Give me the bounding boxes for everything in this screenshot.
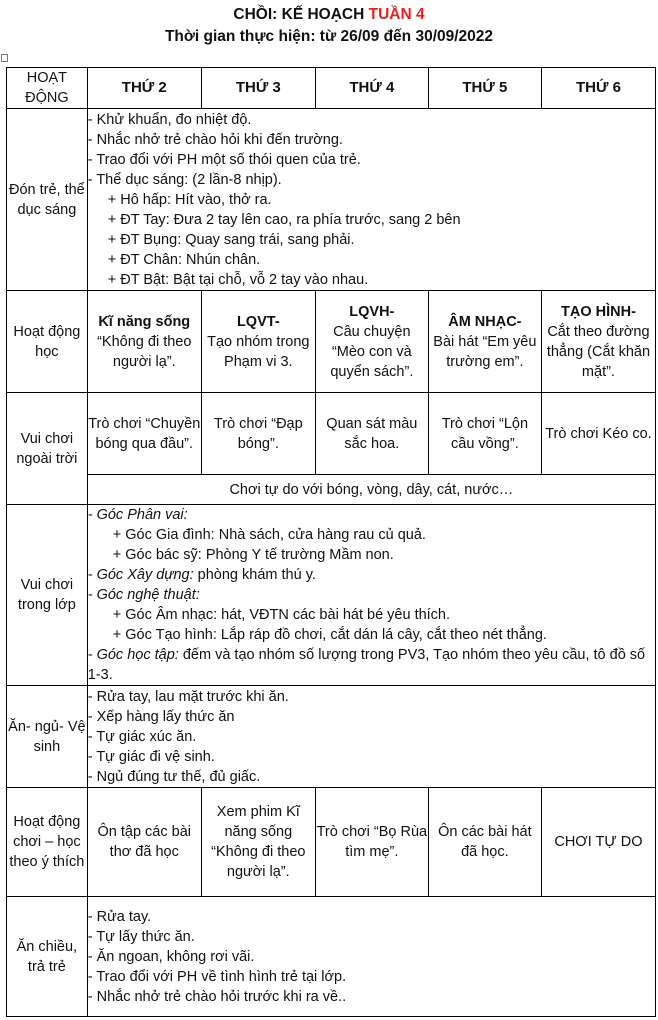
afternoon-content (87, 897, 655, 1017)
list-item: + Góc Âm nhạc: hát, VĐTN các bài hát bé yêu thích. (112, 607, 451, 623)
weekly-plan-table (6, 67, 656, 1017)
header-day-thu: THỨ 5 (428, 68, 541, 109)
study-corner: - Góc học tập: đếm và tạo nhóm số lượng trong PV3, Tạo nhóm theo yêu cầu, tô đồ số 1-3. (87, 647, 646, 683)
learning-mon: Kĩ năng sống “Không đi theo người lạ”. (87, 291, 201, 393)
list-item: - Trao đổi với PH về tình hình trẻ tại lớp. (87, 968, 347, 985)
plan-time-range: Thời gian thực hiện: từ 26/09 đến 30/09/2022 (164, 28, 494, 45)
choice-fri: CHƠI TỰ DO (541, 788, 655, 897)
list-item: - Nhắc nhở trẻ chào hỏi trước khi ra về.. (87, 988, 347, 1005)
indoor-content (87, 505, 655, 686)
row-meal (7, 686, 656, 788)
list-item: + Góc bác sỹ: Phòng Y tế trường Mầm non. (112, 547, 394, 563)
list-item: - Tự giác xúc ăn. (87, 728, 197, 745)
outdoor-tue: Trò chơi “Đạp bóng”. (201, 393, 315, 475)
list-item: - Rửa tay, lau mặt trước khi ăn. (87, 688, 289, 705)
choice-thu: Ôn các bài hát đã học. (428, 788, 541, 897)
row-indoor (7, 505, 656, 686)
row-afternoon (7, 897, 656, 1017)
learning-fri: TẠO HÌNH- Cắt theo đường thẳng (Cắt khăn mặt”. (541, 291, 655, 393)
meal-content (87, 686, 655, 788)
learning-tue: LQVT- Tạo nhóm trong Phạm vi 3. (201, 291, 315, 393)
list-item: - Trao đổi với PH một số thói quen của trẻ. (87, 151, 361, 168)
list-item: - Thể dục sáng: (2 lần-8 nhịp). (87, 171, 282, 188)
row-outdoor-free (7, 475, 656, 505)
row-learning (7, 291, 656, 393)
list-item: - Ăn ngoan, không rơi vãi. (87, 948, 255, 965)
row-outdoor (7, 393, 656, 475)
outdoor-fri: Trò chơi Kéo co. (541, 393, 655, 475)
choice-wed: Trò chơi “Bọ Rùa tìm mẹ”. (315, 788, 428, 897)
reception-content (87, 109, 655, 291)
list-item: + ĐT Chân: Nhún chân. (107, 251, 261, 268)
list-item: - Tự giác đi vệ sinh. (87, 748, 215, 765)
label-indoor: Vui chơi trong lớp (7, 505, 88, 686)
row-reception (7, 109, 656, 291)
week-label: TUẦN 4 (368, 6, 425, 23)
header-day-tue: THỨ 3 (201, 68, 315, 109)
header-row (7, 68, 656, 109)
label-afternoon: Ăn chiều, trả trẻ (7, 897, 88, 1017)
choice-mon: Ôn tập các bài thơ đã học (87, 788, 201, 897)
list-item: - Tự lấy thức ăn. (87, 928, 195, 945)
role-corner-title: - Góc Phân vai: (87, 507, 188, 523)
art-corner-title: - Góc nghệ thuật: (87, 587, 200, 603)
list-item: + Góc Gia đình: Nhà sách, cửa hàng rau củ quả. (112, 527, 426, 543)
header-day-mon: THỨ 2 (87, 68, 201, 109)
label-outdoor: Vui chơi ngoài trời (7, 393, 88, 505)
table-anchor-icon (1, 54, 8, 62)
build-corner: - Góc Xây dựng: phòng khám thú y. (87, 567, 316, 583)
list-item: - Khử khuẩn, đo nhiệt độ. (87, 111, 252, 128)
list-item: + Hô hấp: Hít vào, thở ra. (107, 191, 272, 208)
learning-thu: ÂM NHẠC- Bài hát “Em yêu trường em”. (428, 291, 541, 393)
outdoor-free-play: Chơi tự do với bóng, vòng, dây, cát, nước… (87, 475, 655, 505)
outdoor-thu: Trò chơi “Lộn cầu vồng”. (428, 393, 541, 475)
list-item: + ĐT Bật: Bật tại chỗ, vỗ 2 tay vào nhau. (107, 271, 369, 288)
header-day-fri: THỨ 6 (541, 68, 655, 109)
learning-wed: LQVH- Câu chuyện “Mèo con và quyển sách”. (315, 291, 428, 393)
header-day-wed: THỨ 4 (315, 68, 428, 109)
list-item: - Ngủ đúng tư thế, đủ giấc. (87, 768, 261, 785)
plan-title: CHỒI: KẾ HOẠCH TUẦN 4 (233, 6, 425, 23)
label-learning: Hoạt động học (7, 291, 88, 393)
list-item: - Rửa tay. (87, 908, 152, 925)
label-reception: Đón trẻ, thể dục sáng (7, 109, 88, 291)
label-choice: Hoạt động chơi – học theo ý thích (7, 788, 88, 897)
list-item: + Góc Tạo hình: Lắp ráp đồ chơi, cắt dán lá cây, cắt theo nét thẳng. (112, 627, 547, 643)
label-meal: Ăn- ngủ- Vệ sinh (7, 686, 88, 788)
list-item: - Nhắc nhở trẻ chào hỏi khi đến trường. (87, 131, 343, 148)
header-activity: HOẠT ĐỘNG (7, 68, 88, 109)
list-item: - Xếp hàng lấy thức ăn (87, 708, 235, 725)
choice-tue: Xem phim Kĩ năng sống “Không đi theo người lạ”. (201, 788, 315, 897)
list-item: + ĐT Bụng: Quay sang trái, sang phải. (107, 231, 355, 248)
outdoor-wed: Quan sát màu sắc hoa. (315, 393, 428, 475)
row-choice (7, 788, 656, 897)
outdoor-mon: Trò chơi “Chuyền bóng qua đầu”. (87, 393, 201, 475)
list-item: + ĐT Tay: Đưa 2 tay lên cao, ra phía trước, sang 2 bên (107, 211, 461, 228)
